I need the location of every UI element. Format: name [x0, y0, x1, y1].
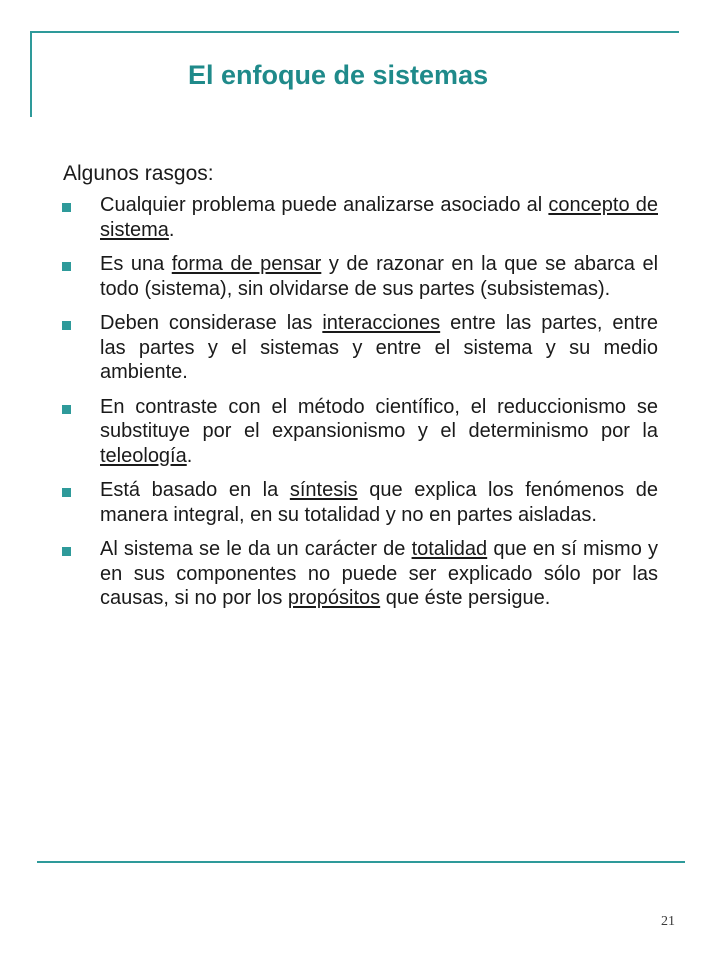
- bullet-text: En contraste con el método científico, el reduccionismo se substituye por el expansionismo y el determinismo por la teleología.: [100, 395, 658, 467]
- bullet-text: Está basado en la síntesis que explica los fenómenos de manera integral, en su totalidad y no en partes aisladas.: [100, 479, 658, 526]
- page-number: 21: [661, 914, 675, 929]
- list-item: [62, 311, 658, 385]
- list-item: [62, 478, 658, 527]
- bullet-text: Es una forma de pensar y de razonar en la que se abarca el todo (sistema), sin olvidarse de sus partes (subsistemas).: [100, 253, 659, 300]
- square-bullet-icon: [62, 321, 71, 330]
- underlined-term: propósitos: [287, 587, 381, 609]
- underlined-term: totalidad: [411, 538, 488, 560]
- square-bullet-icon: [62, 488, 71, 497]
- intro-text: Algunos rasgos:: [63, 162, 214, 185]
- slide-title: El enfoque de sistemas: [188, 60, 489, 90]
- underlined-term: teleología: [100, 444, 187, 467]
- bullet-text: Al sistema se le da un carácter de totalidad que en sí mismo y en sus componentes no puede ser explicado sólo por las causas, si no por los propósitos que éste persigue.: [100, 538, 658, 609]
- list-item: [62, 252, 658, 301]
- list-item: [62, 395, 658, 469]
- bullet-text: Deben considerase las interacciones entre las partes, entre las partes y el sistemas y entre el sistema y su medio ambiente.: [100, 312, 659, 383]
- square-bullet-icon: [62, 547, 71, 556]
- underlined-term: concepto de sistema: [100, 194, 658, 241]
- list-item: [62, 537, 658, 611]
- top-border-line: [30, 31, 679, 33]
- bullet-list: [62, 193, 658, 621]
- square-bullet-icon: [62, 405, 71, 414]
- underlined-term: interacciones: [322, 312, 441, 334]
- underlined-term: síntesis: [289, 479, 358, 501]
- bottom-border-line: [37, 861, 685, 863]
- left-border-line: [30, 31, 32, 117]
- underlined-term: forma de pensar: [171, 253, 322, 275]
- square-bullet-icon: [62, 203, 71, 212]
- bullet-text: Cualquier problema puede analizarse asociado al concepto de sistema.: [100, 194, 658, 241]
- square-bullet-icon: [62, 262, 71, 271]
- list-item: [62, 193, 658, 242]
